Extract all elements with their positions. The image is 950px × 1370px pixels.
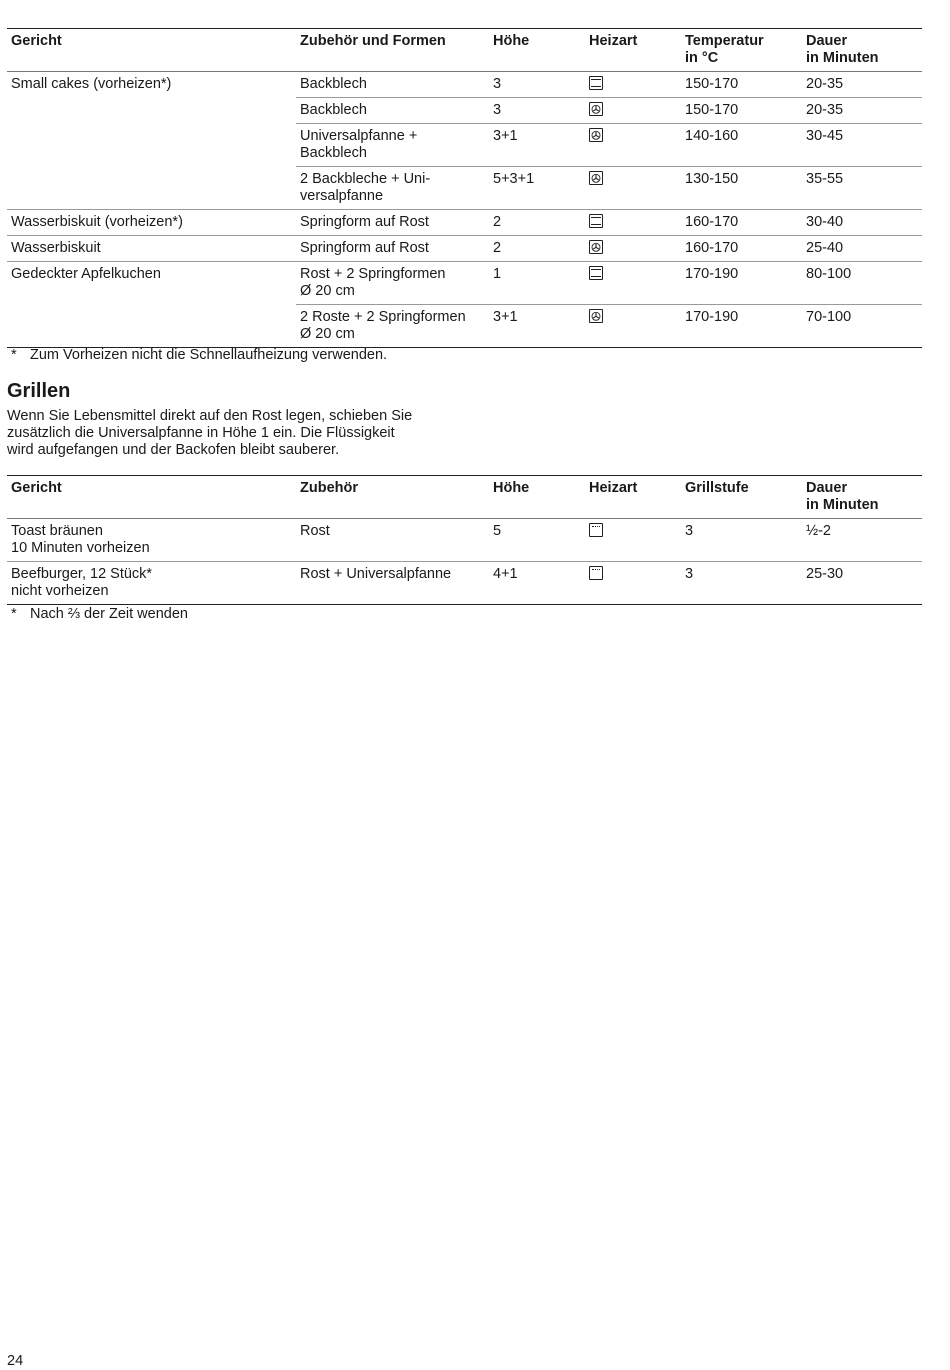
cell-gericht: Wasserbiskuit xyxy=(7,236,296,262)
cell-heizart xyxy=(585,562,681,605)
cell-heizart xyxy=(585,262,681,305)
cell-gericht xyxy=(7,167,296,210)
cell-gericht: Toast bräunen 10 Minuten vorheizen xyxy=(11,523,150,556)
cell-gericht xyxy=(7,305,296,348)
footnote-star: * xyxy=(11,606,17,622)
grill-table xyxy=(7,475,922,605)
hot-air-icon xyxy=(589,102,603,116)
header-zubehoer: Zubehör xyxy=(300,480,358,496)
cell-heizart xyxy=(585,98,681,124)
footnote-text: Zum Vorheizen nicht die Schnellaufheizung verwenden. xyxy=(30,347,388,363)
cell-dauer: 80-100 xyxy=(802,262,922,305)
cell-temp: 150-170 xyxy=(681,98,802,124)
cell-zubehoer: Rost + 2 Springformen Ø 20 cm xyxy=(296,262,489,305)
table-row xyxy=(7,167,922,210)
table-row xyxy=(7,210,922,236)
header-heizart: Heizart xyxy=(589,480,638,496)
cell-heizart xyxy=(585,124,681,167)
header-hoehe: Höhe xyxy=(493,480,530,496)
cell-zubehoer: 2 Roste + 2 Springformen Ø 20 cm xyxy=(296,305,489,348)
top-bottom-heat-icon xyxy=(589,214,603,228)
cell-hoehe: 1 xyxy=(489,262,585,305)
cell-temp: 160-170 xyxy=(681,210,802,236)
cell-hoehe: 3 xyxy=(493,76,502,92)
cell-stufe: 3 xyxy=(685,523,694,539)
cell-heizart xyxy=(585,305,681,348)
cell-dauer: 25-30 xyxy=(802,562,922,605)
header-hoehe: Höhe xyxy=(493,33,530,49)
cell-dauer: 70-100 xyxy=(802,305,922,348)
header-temperatur: Temperatur in °C xyxy=(685,33,764,66)
table-row xyxy=(7,236,922,262)
cell-dauer: ½-2 xyxy=(806,523,831,539)
grill-icon xyxy=(589,566,603,580)
footnote-star: * xyxy=(11,347,17,363)
hot-air-icon xyxy=(589,309,603,323)
grill-intro-text: Wenn Sie Lebensmittel direkt auf den Rost legen, schieben Sie zusätzlich die Universalpfanne in Höhe 1 ein. Die Flüssigkeit wird aufgefangen und der Backofen bleibt sauberer. xyxy=(7,408,413,458)
cell-zubehoer: 2 Backbleche + Uni- versalpfanne xyxy=(296,167,489,210)
top-bottom-heat-icon xyxy=(589,76,603,90)
cell-hoehe: 3 xyxy=(489,98,585,124)
cell-hoehe: 3+1 xyxy=(489,124,585,167)
cell-dauer: 20-35 xyxy=(806,76,844,92)
header-gericht: Gericht xyxy=(11,33,62,49)
hot-air-icon xyxy=(589,171,603,185)
page-number: 24 xyxy=(7,1353,24,1369)
grill-footnote xyxy=(11,606,188,623)
table-row xyxy=(7,98,922,124)
cell-zubehoer: Backblech xyxy=(296,98,489,124)
cell-hoehe: 5+3+1 xyxy=(489,167,585,210)
cell-dauer: 25-40 xyxy=(802,236,922,262)
header-gericht: Gericht xyxy=(11,480,62,496)
baking-footnote xyxy=(11,347,387,364)
cell-temp: 170-190 xyxy=(681,305,802,348)
cell-heizart xyxy=(585,236,681,262)
cell-zubehoer: Universalpfanne + Backblech xyxy=(296,124,489,167)
cell-heizart xyxy=(585,72,681,98)
table-row xyxy=(7,262,922,305)
cell-hoehe: 4+1 xyxy=(489,562,585,605)
table-row xyxy=(7,72,922,98)
cell-temp: 140-160 xyxy=(681,124,802,167)
header-zubehoer: Zubehör und Formen xyxy=(300,33,446,49)
cell-hoehe: 2 xyxy=(489,236,585,262)
cell-heizart xyxy=(585,519,681,562)
top-bottom-heat-icon xyxy=(589,266,603,280)
cell-gericht xyxy=(7,124,296,167)
table-row xyxy=(7,124,922,167)
cell-hoehe: 5 xyxy=(493,523,502,539)
cell-dauer: 35-55 xyxy=(802,167,922,210)
header-heizart: Heizart xyxy=(589,33,638,49)
grill-icon xyxy=(589,523,603,537)
cell-zubehoer: Backblech xyxy=(300,76,367,92)
cell-dauer: 30-40 xyxy=(802,210,922,236)
cell-dauer: 30-45 xyxy=(802,124,922,167)
cell-zubehoer: Springform auf Rost xyxy=(296,210,489,236)
cell-zubehoer: Rost xyxy=(300,523,330,539)
cell-heizart xyxy=(585,167,681,210)
cell-hoehe: 2 xyxy=(489,210,585,236)
cell-heizart xyxy=(585,210,681,236)
cell-gericht: Beefburger, 12 Stück* nicht vorheizen xyxy=(7,562,296,605)
cell-gericht: Wasserbiskuit (vorheizen*) xyxy=(7,210,296,236)
table-row xyxy=(7,519,922,562)
hot-air-icon xyxy=(589,240,603,254)
cell-stufe: 3 xyxy=(681,562,802,605)
section-title-grillen: Grillen xyxy=(7,380,71,402)
cell-temp: 160-170 xyxy=(681,236,802,262)
cell-zubehoer: Springform auf Rost xyxy=(296,236,489,262)
table-row xyxy=(7,562,922,605)
baking-table xyxy=(7,28,922,348)
header-dauer: Dauer in Minuten xyxy=(806,480,879,513)
grill-table-header xyxy=(7,476,922,519)
footnote-text: Nach ⅔ der Zeit wenden xyxy=(30,606,188,622)
hot-air-icon xyxy=(589,128,603,142)
cell-dauer: 20-35 xyxy=(802,98,922,124)
cell-gericht: Small cakes (vorheizen*) xyxy=(11,76,172,92)
cell-hoehe: 3+1 xyxy=(489,305,585,348)
cell-zubehoer: Rost + Universalpfanne xyxy=(296,562,489,605)
header-dauer: Dauer in Minuten xyxy=(806,33,879,66)
table-row xyxy=(7,305,922,348)
cell-temp: 130-150 xyxy=(681,167,802,210)
header-grillstufe: Grillstufe xyxy=(685,480,749,496)
cell-gericht: Gedeckter Apfelkuchen xyxy=(7,262,296,305)
cell-gericht xyxy=(7,98,296,124)
cell-temp: 150-170 xyxy=(685,76,739,92)
cell-temp: 170-190 xyxy=(681,262,802,305)
baking-table-header xyxy=(7,29,922,72)
